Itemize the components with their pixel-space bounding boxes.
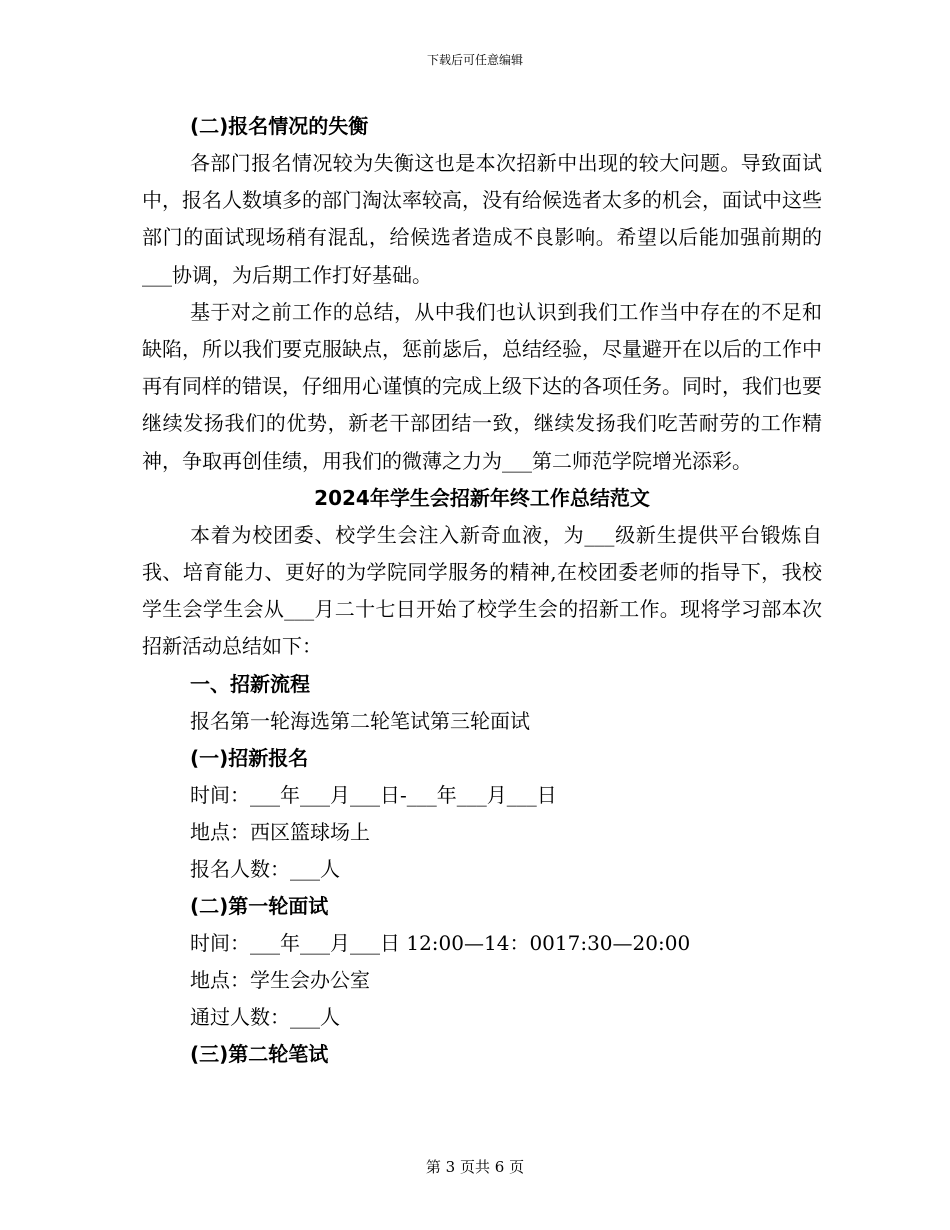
section-heading-registration-imbalance: (二)报名情况的失衡 xyxy=(190,114,369,138)
interview-time: 时间：___年___月___日 12:00—14：0017:30—20:00 xyxy=(190,930,691,955)
process-flow-line: 报名第一轮海选第二轮笔试第三轮面试 xyxy=(190,708,530,733)
registration-place: 地点：西区篮球场上 xyxy=(190,819,370,844)
paragraph-work-summary: 基于对之前工作的总结，从中我们也认识到我们工作当中存在的不足和缺陷，所以我们要克服缺点，惩前毖后，总结经验，尽量避开在以后的工作中再有同样的错误，仔细用心谨慎的完成上级下达的各项任务。同时，我们也要继续发扬我们的优势，新老干部团结一致，继续发扬我们吃苦耐劳的工作精神，争取再创佳绩，用我们的微薄之力为___第二师范学院增光添彩。 xyxy=(142,299,822,473)
page-number-footer: 第 3 页共 6 页 xyxy=(425,1158,525,1176)
interview-pass-count: 通过人数：___人 xyxy=(190,1004,340,1029)
registration-count: 报名人数：___人 xyxy=(190,856,340,881)
document-body xyxy=(142,108,822,1073)
page-header-note: 下载后可任意编辑 xyxy=(426,53,523,67)
sub-heading-second-round-written-test: (三)第二轮笔试 xyxy=(190,1041,329,1066)
registration-time: 时间：___年___月___日-___年___月___日 xyxy=(190,782,557,807)
interview-place: 地点：学生会办公室 xyxy=(190,967,370,992)
article-title: 2024年学生会招新年终工作总结范文 xyxy=(314,485,650,510)
part-heading-recruitment-process: 一、招新流程 xyxy=(190,671,310,696)
paragraph-registration-imbalance: 各部门报名情况较为失衡这也是本次招新中出现的较大问题。导致面试中，报名人数填多的部门淘汰率较高，没有给候选者太多的机会，面试中这些部门的面试现场稍有混乱，给候选者造成不良影响。希望以后能加强前期的___协调，为后期工作打好基础。 xyxy=(142,151,822,287)
paragraph-intro: 本着为校团委、校学生会注入新奇血液，为___级新生提供平台锻炼自我、培育能力、更好的为学院同学服务的精神,在校团委老师的指导下，我校学生会学生会从___月二十七日开始了校学生会的招新工作。现将学习部本次招新活动总结如下： xyxy=(142,522,822,659)
sub-heading-first-round-interview: (二)第一轮面试 xyxy=(190,893,329,918)
sub-heading-registration: (一)招新报名 xyxy=(190,745,309,770)
